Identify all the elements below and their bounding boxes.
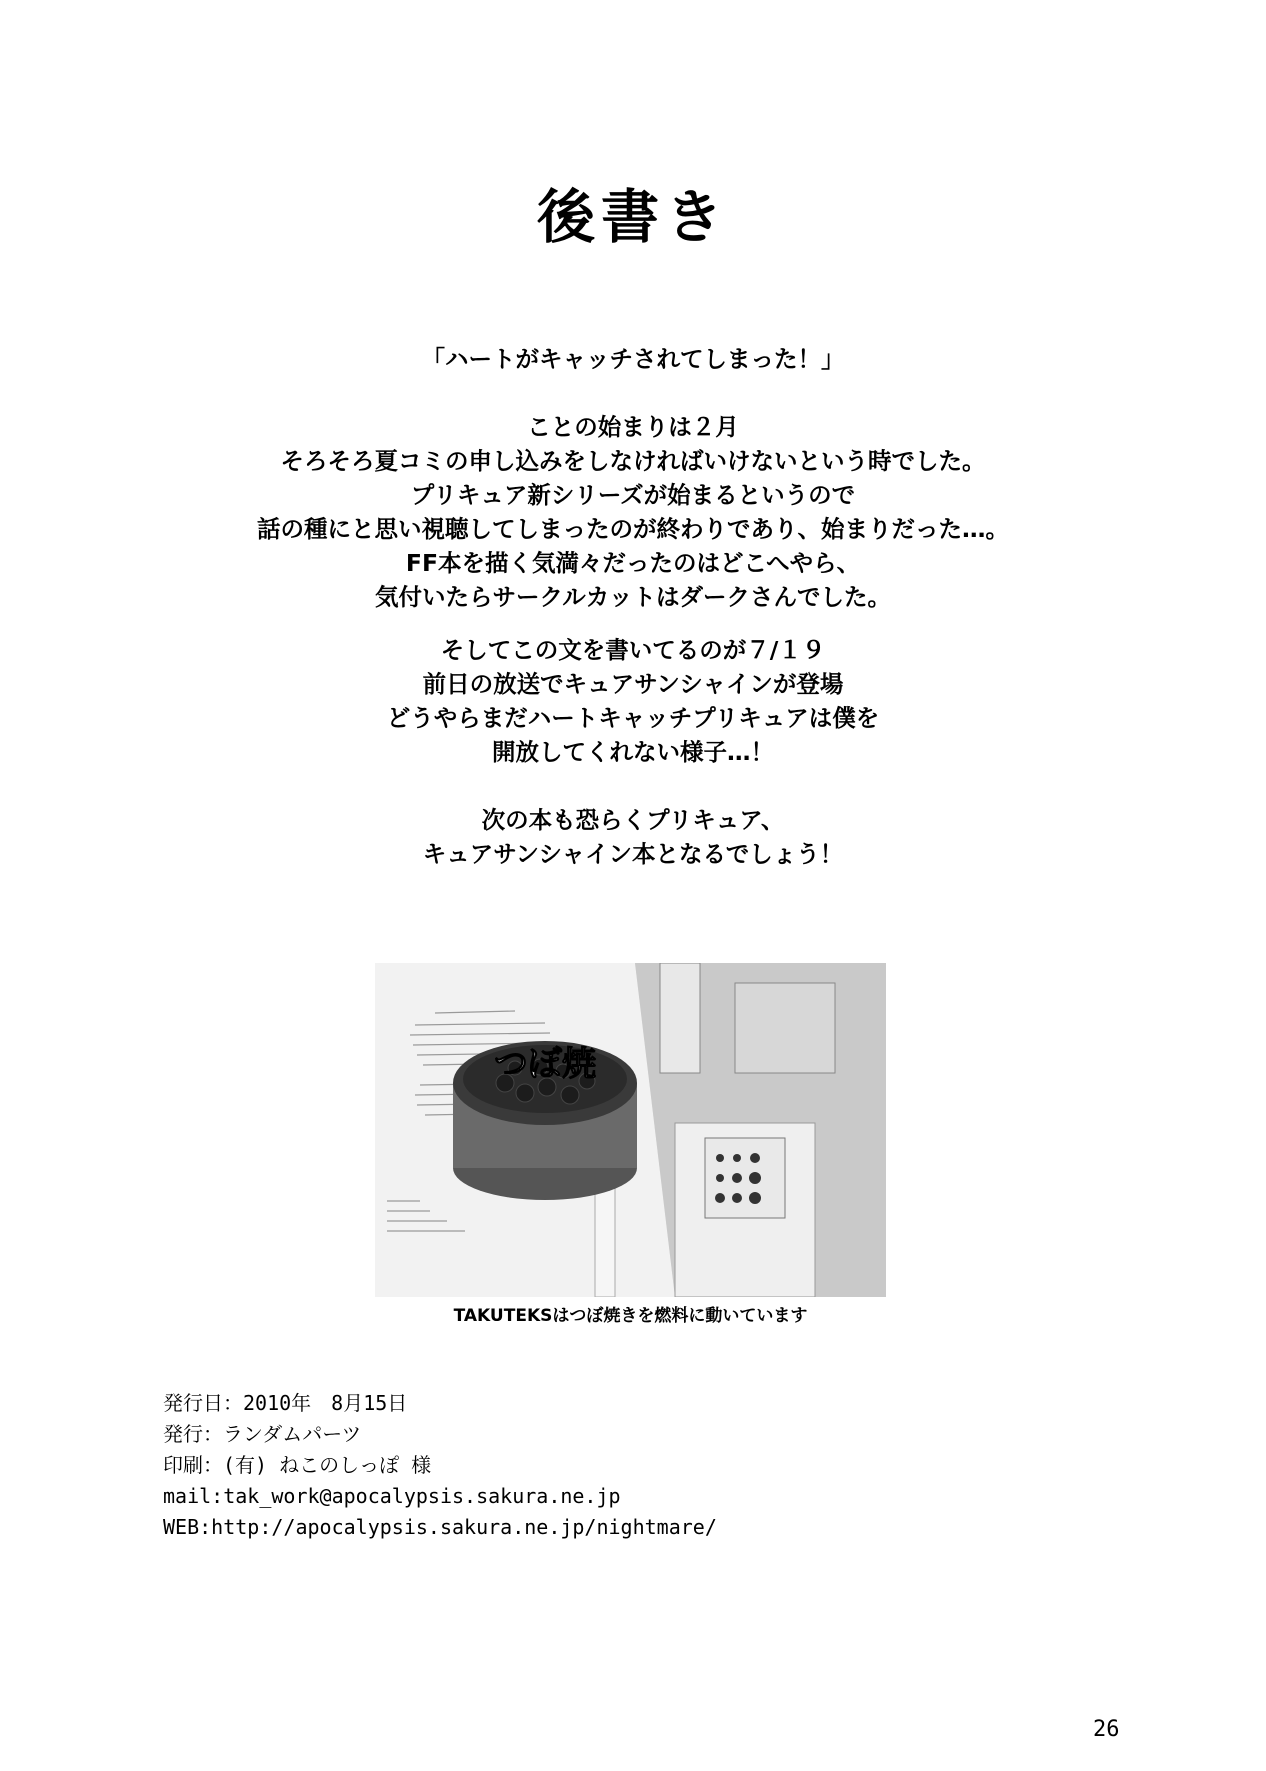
contact-mail: mail:tak_work@apocalypsis.sakura.ne.jp	[163, 1484, 621, 1508]
text-line: そろそろ夏コミの申し込みをしなければいけないという時でした。	[280, 447, 986, 475]
photo-caption: TAKUTEKSはつぼ焼きを燃料に動いています	[453, 1306, 808, 1326]
photo-illustration	[375, 963, 886, 1297]
can-label: つぼ焼	[494, 1044, 596, 1084]
text-line: 話の種にと思い視聴してしまったのが終わりであり、始まりだった…。	[257, 515, 1009, 543]
blank-line	[0, 769, 1266, 803]
text-line: 「ハートがキャッチされてしまった！」	[421, 345, 845, 373]
printer: 印刷：(有) ねこのしっぽ 様	[163, 1453, 432, 1477]
afterword-paragraph-2	[0, 633, 1266, 871]
text-line: どうやらまだハートキャッチプリキュアは僕を	[386, 704, 880, 732]
colophon	[163, 1388, 717, 1543]
text-line: 開放してくれない様子…！	[492, 738, 774, 766]
text-line: FF本を描く気満々だったのはどこへやら、	[405, 549, 861, 577]
text-line: そしてこの文を書いてるのが７/１９	[440, 636, 826, 664]
blank-line	[0, 376, 1266, 410]
publication-date: 発行日：2010年 8月15日	[163, 1391, 408, 1415]
page-title: 後書き	[536, 183, 729, 251]
text-line: プリキュア新シリーズが始まるというので	[410, 481, 856, 509]
publisher: 発行：ランダムパーツ	[163, 1422, 362, 1446]
text-line: 次の本も恐らくプリキュア、	[481, 806, 785, 834]
page-number: 26	[1093, 1717, 1120, 1742]
text-line: 気付いたらサークルカットはダークさんでした。	[374, 583, 892, 611]
website-url: WEB:http://apocalypsis.sakura.ne.jp/nightmare/	[163, 1515, 717, 1539]
afterword-paragraph-1	[0, 342, 1266, 614]
desk-photo	[375, 963, 886, 1297]
text-line: ことの始まりは２月	[527, 413, 739, 441]
text-line: キュアサンシャイン本となるでしょう！	[422, 840, 844, 868]
text-line: 前日の放送でキュアサンシャインが登場	[422, 670, 844, 698]
